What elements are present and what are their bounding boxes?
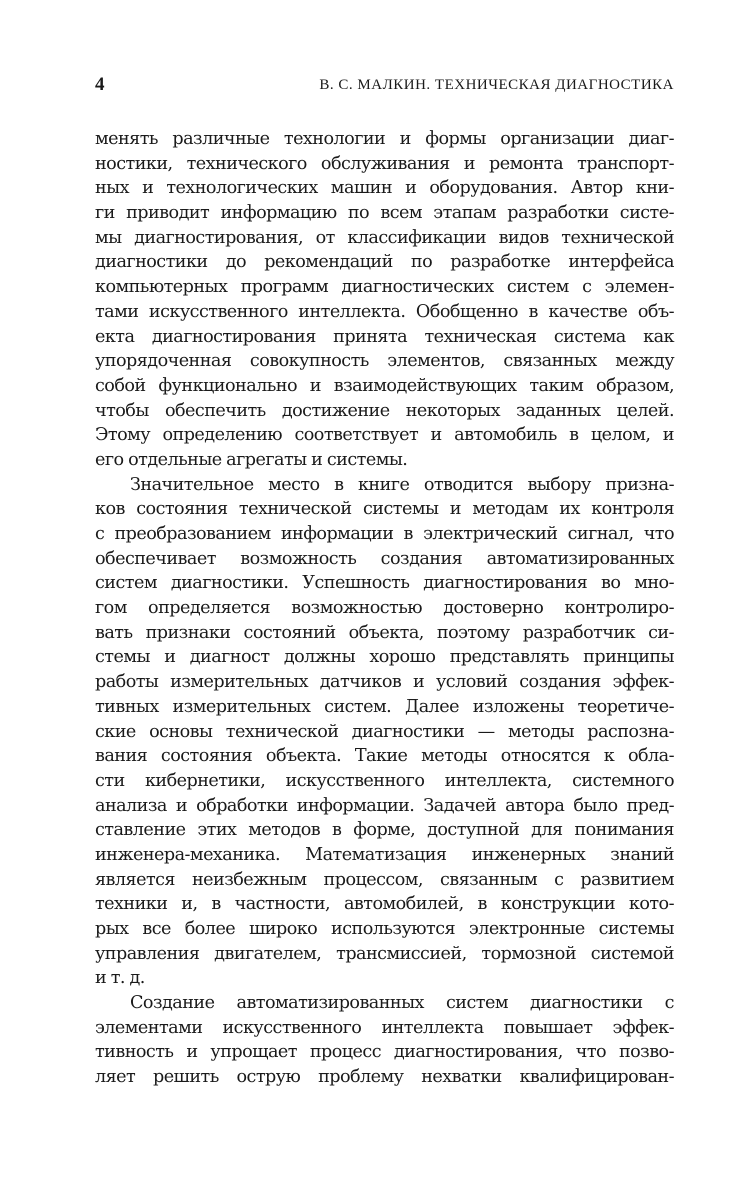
text-line: мы диагностирования, от классификации видов технической [95,227,674,248]
text-line: собой функционально и взаимодействующих таким образом, [95,375,674,396]
text-line: чтобы обеспечить достижение некоторых заданных целей. [95,400,674,421]
text-line: вать признаки состояний объекта, поэтому разработчик си- [95,622,674,643]
text-line: Создание автоматизированных систем диагностики с [130,993,674,1014]
text-line: стемы и диагност должны хорошо представлять принципы [95,647,674,668]
text-line: упорядоченная совокупность элементов, связанных между [95,351,674,372]
text-line: анализа и обработки информации. Задачей автора было пред- [95,795,674,816]
text-line: сти кибернетики, искусственного интеллекта, системного [95,770,674,791]
text-line: ных и технологических машин и оборудования. Автор кни- [95,178,674,199]
running-title: В. С. МАЛКИН. ТЕХНИЧЕСКАЯ ДИАГНОСТИКА [319,77,674,93]
text-line: диагностики до рекомендаций по разработке интерфейса [95,252,674,273]
text-line: Значительное место в книге отводится выбору призна- [130,474,674,495]
text-line: Этому определению соответствует и автомобиль в целом, и [95,425,674,446]
text-line: рых все более широко используются электронные системы [95,919,674,939]
text-line: систем диагностики. Успешность диагностирования во мно- [95,573,674,594]
text-line: инженера-механика. Математизация инженерных знаний [95,844,674,865]
text-line: компьютерных программ диагностических систем с элемен- [95,277,674,298]
text-line: является неизбежным процессом, связанным с развитием [95,869,674,890]
text-line: ков состояния технической системы и методам их контроля [95,499,674,520]
paragraph-2 [95,473,674,991]
text-line: вания состояния объекта. Такие методы относятся к обла- [95,746,674,767]
text-line: с преобразованием информации в электрический сигнал, что [95,524,674,544]
text-line: ские основы технической диагностики — методы распозна- [95,721,674,742]
paragraph-1 [95,127,674,473]
text-line: менять различные технологии и формы организации диаг- [95,129,674,149]
paragraph-3 [95,991,674,1090]
text-line: тивность и упрощает процесс диагностирования, что позво- [95,1042,674,1063]
text-line: гом определяется возможностью достоверно контролиро- [95,598,674,619]
text-line: управления двигателем, трансмиссией, тормозной системой [95,943,674,964]
text-line: ностики, технического обслуживания и ремонта транспорт- [95,153,674,174]
text-line: ляет решить острую проблему нехватки квалифицирован- [95,1067,674,1088]
text-line: и т. д. [95,968,145,989]
text-line: его отдельные агрегаты и системы. [95,449,408,470]
body-text [95,127,674,1090]
text-line: тивных измерительных систем. Далее изложены теоретиче- [95,696,674,717]
text-line: тами искусственного интеллекта. Обобщенно в качестве объ- [95,301,674,322]
text-line: ставление этих методов в форме, доступной для понимания [95,820,674,841]
running-head [95,74,674,100]
text-line: обеспечивает возможность создания автоматизированных [95,548,674,569]
text-line: ги приводит информацию по всем этапам разработки систе- [95,203,674,224]
text-line: работы измерительных датчиков и условий создания эффек- [95,672,674,693]
text-line: екта диагностирования принята техническая система как [95,326,674,347]
page-number: 4 [95,74,105,95]
text-line: техники и, в частности, автомобилей, в конструкции кото- [95,894,674,915]
text-line: элементами искусственного интеллекта повышает эффек- [95,1017,674,1038]
